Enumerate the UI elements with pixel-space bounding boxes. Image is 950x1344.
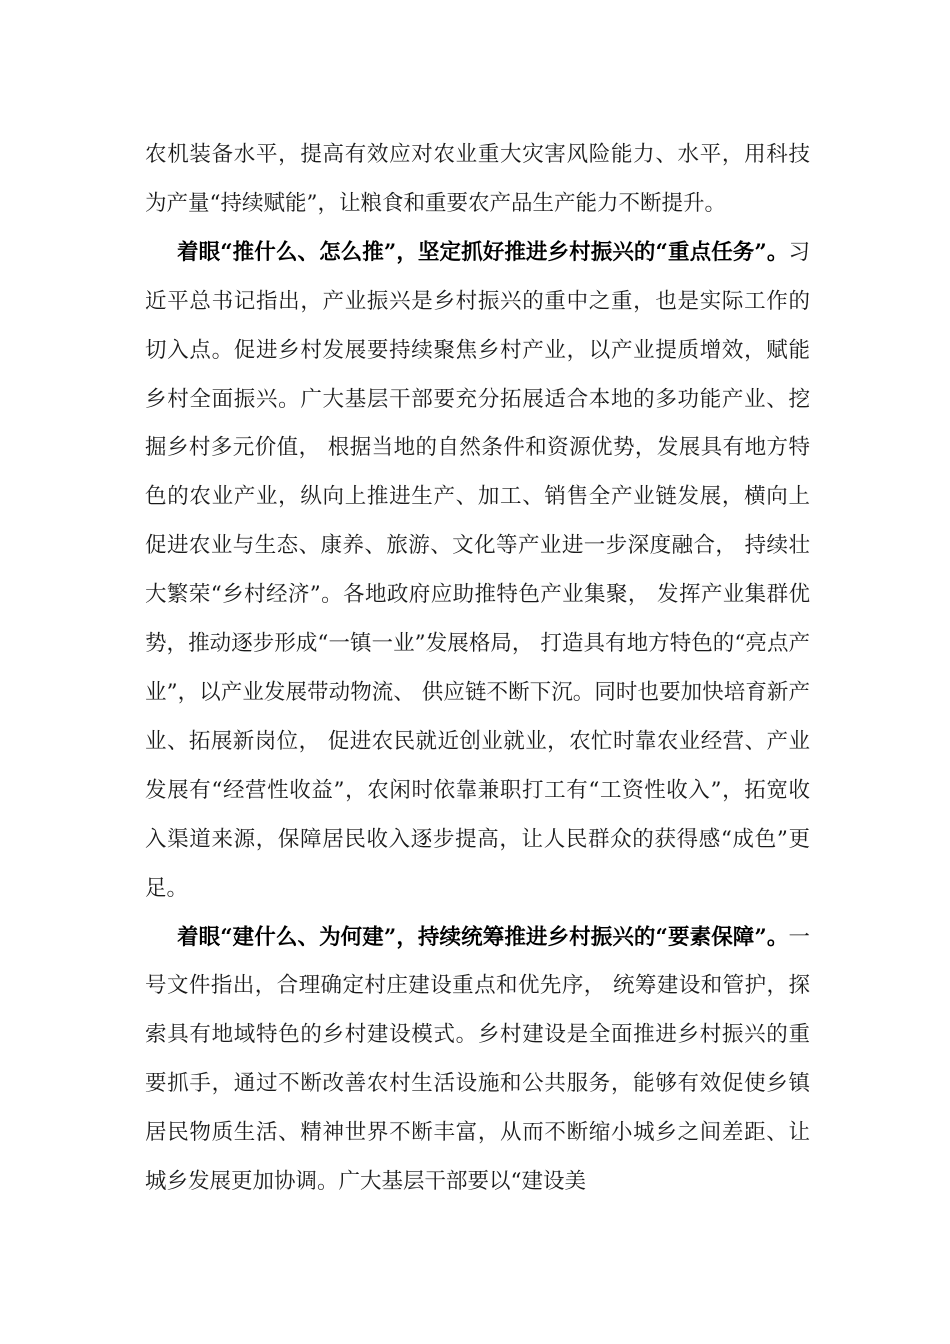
paragraph-factor-guarantee	[145, 914, 810, 1207]
paragraph-1-body: 农机装备水平，提高有效应对农业重大灾害风险能力、水平，用科技为产量“持续赋能”，让粮食和重要农产品生产能力不断提升。	[145, 142, 810, 216]
paragraph-continuation	[145, 131, 810, 229]
paragraph-2-heading: 着眼“推什么、怎么推”，坚定抓好推进乡村振兴的“重点任务”。	[177, 239, 789, 265]
paragraph-2-body: 习近平总书记指出，产业振兴是乡村振兴的重中之重，也是实际工作的切入点。促进乡村发展要持续聚焦乡村产业，以产业提质增效，赋能乡村全面振兴。广大基层干部要充分拓展适合本地的多功能产业、挖掘乡村多元价值， 根据当地的自然条件和资源优势，发展具有地方特色的农业产业，纵向上推进生产、加工、销售全产业链发展，横向上促进农业与生态、康养、旅游、文化等产业进一步深度融合， 持续壮大繁荣“乡村经济”。各地政府应助推特色产业集聚， 发挥产业集群优势，推动逐步形成“一镇一业”发展格局， 打造具有地方特色的“亮点产业”，以产业发展带动物流、 供应链不断下沉。同时也要加快培育新产业、拓展新岗位， 促进农民就近创业就业，农忙时靠农业经营、产业发展有“经营性收益”，农闲时依靠兼职打工有“工资性收入”，拓宽收入渠道来源，保障居民收入逐步提高，让人民群众的获得感“成色”更足。	[145, 239, 810, 901]
paragraph-3-body: 一号文件指出，合理确定村庄建设重点和优先序， 统筹建设和管护，探索具有地域特色的乡村建设模式。乡村建设是全面推进乡村振兴的重要抓手，通过不断改善农村生活设施和公共服务，能够有效促使乡镇居民物质生活、精神世界不断丰富，从而不断缩小城乡之间差距、让城乡发展更加协调。广大基层干部要以“建设美	[145, 924, 810, 1195]
paragraph-3-heading: 着眼“建什么、为何建”，持续统筹推进乡村振兴的“要素保障”。	[177, 924, 789, 950]
document-body	[145, 131, 810, 1207]
paragraph-key-tasks	[145, 229, 810, 914]
